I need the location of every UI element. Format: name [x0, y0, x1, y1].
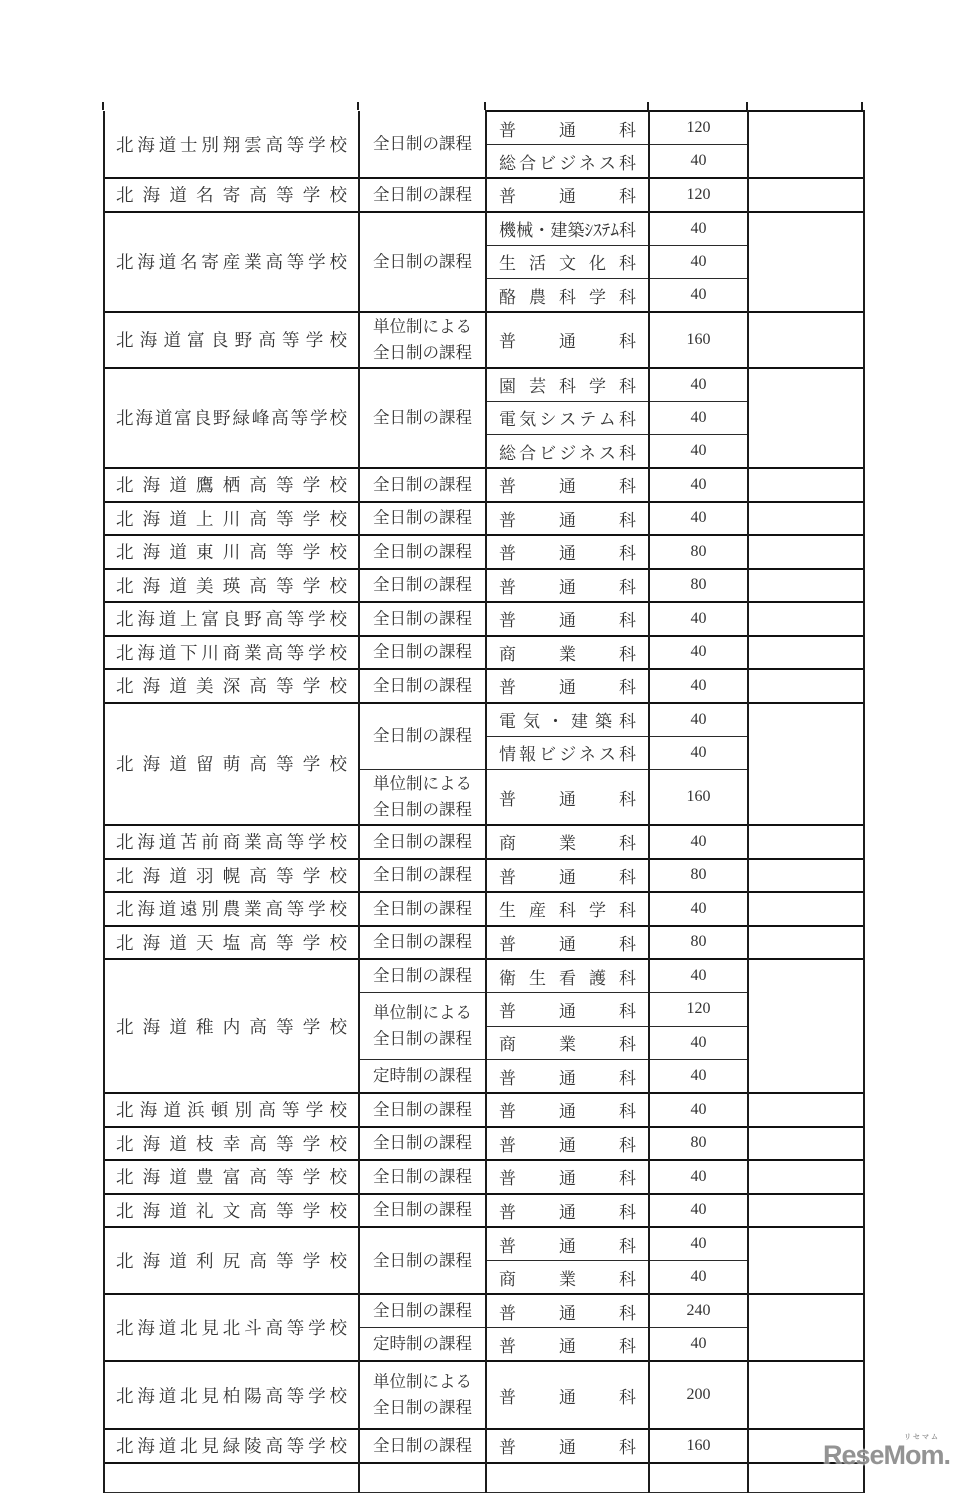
cut-row-border-fragment	[647, 102, 649, 110]
department-cell: 普 通 科	[486, 468, 649, 502]
course-type-cell: 単位制による 全日制の課程	[359, 770, 486, 826]
capacity-cell: 40	[649, 825, 748, 859]
resemom-logo: ReseMom.	[822, 1440, 950, 1470]
course-type-cell: 全日制の課程	[359, 959, 486, 993]
resemom-watermark	[820, 1434, 950, 1469]
school-name-cell: 北 海 道 富 良 野 高 等 学 校	[104, 312, 359, 368]
table-row	[104, 859, 864, 893]
admission-table-body	[104, 111, 864, 1493]
course-type-cell: 全日制の課程	[359, 1429, 486, 1463]
cut-row-border-fragment	[861, 102, 863, 110]
note-cell	[748, 926, 864, 960]
admission-capacity-table	[103, 110, 863, 1493]
department-cell: 普 通 科	[486, 569, 649, 603]
course-type-cell: 全日制の課程	[359, 1093, 486, 1127]
capacity-cell: 40	[649, 368, 748, 402]
table-row	[104, 602, 864, 636]
school-name-cell: 北 海 道 上 川 高 等 学 校	[104, 502, 359, 536]
course-type-cell: 定時制の課程	[359, 1060, 486, 1094]
capacity-cell: 160	[649, 770, 748, 826]
note-cell	[748, 1361, 864, 1429]
note-cell	[748, 212, 864, 313]
course-type-cell: 全日制の課程	[359, 569, 486, 603]
course-type-cell: 全日制の課程	[359, 602, 486, 636]
table-row	[104, 502, 864, 536]
school-name-cell	[104, 1463, 359, 1493]
note-cell	[748, 535, 864, 569]
cut-row-border-fragment	[484, 102, 486, 110]
capacity-cell: 40	[649, 279, 748, 313]
department-cell: 商 業 科	[486, 636, 649, 670]
department-cell: 普 通 科	[486, 1160, 649, 1194]
note-cell	[748, 1294, 864, 1361]
capacity-cell: 40	[649, 1160, 748, 1194]
table-row	[104, 569, 864, 603]
capacity-cell: 40	[649, 669, 748, 703]
department-cell: 園 芸 科 学 科	[486, 368, 649, 402]
capacity-cell: 240	[649, 1294, 748, 1328]
note-cell	[748, 703, 864, 826]
table-row	[104, 825, 864, 859]
department-cell	[486, 1463, 649, 1493]
course-type-cell: 全日制の課程	[359, 1194, 486, 1228]
department-cell: 電 気 ・ 建 築 科	[486, 703, 649, 737]
department-cell: 電気システム科	[486, 401, 649, 435]
note-cell	[748, 602, 864, 636]
capacity-cell: 40	[649, 1026, 748, 1060]
capacity-cell: 40	[649, 1093, 748, 1127]
capacity-cell	[649, 1463, 748, 1493]
school-name-cell: 北海道遠別農業高等学校	[104, 892, 359, 926]
note-cell	[748, 312, 864, 368]
note-cell	[748, 669, 864, 703]
course-type-cell: 全日制の課程	[359, 1227, 486, 1294]
school-name-cell: 北 海 道 名 寄 高 等 学 校	[104, 178, 359, 212]
school-name-cell: 北海道苫前商業高等学校	[104, 825, 359, 859]
school-name-cell: 北 海 道 美 深 高 等 学 校	[104, 669, 359, 703]
note-cell	[748, 1127, 864, 1161]
table-row	[104, 703, 864, 737]
capacity-cell: 80	[649, 535, 748, 569]
course-type-cell: 全日制の課程	[359, 535, 486, 569]
school-name-cell: 北海道下川商業高等学校	[104, 636, 359, 670]
note-cell	[748, 825, 864, 859]
department-cell: 普 通 科	[486, 859, 649, 893]
department-cell: 総合ビジネス科	[486, 435, 649, 469]
table-row	[104, 1127, 864, 1161]
course-type-cell: 全日制の課程	[359, 468, 486, 502]
note-cell	[748, 569, 864, 603]
course-type-cell: 全日制の課程	[359, 859, 486, 893]
watermark-ruby-text: リセマム	[904, 1434, 940, 1441]
capacity-cell: 40	[649, 145, 748, 179]
department-cell: 普 通 科	[486, 1194, 649, 1228]
course-type-cell: 全日制の課程	[359, 111, 486, 178]
capacity-cell: 120	[649, 111, 748, 145]
course-type-cell	[359, 1463, 486, 1493]
capacity-cell: 40	[649, 602, 748, 636]
capacity-cell: 120	[649, 178, 748, 212]
course-type-cell: 全日制の課程	[359, 825, 486, 859]
table-row	[104, 959, 864, 993]
department-cell: 普 通 科	[486, 111, 649, 145]
department-cell: 普 通 科	[486, 178, 649, 212]
course-type-cell: 全日制の課程	[359, 669, 486, 703]
table-row	[104, 636, 864, 670]
capacity-cell: 40	[649, 703, 748, 737]
course-type-cell: 単位制による 全日制の課程	[359, 1361, 486, 1429]
note-cell	[748, 1227, 864, 1294]
note-cell	[748, 636, 864, 670]
school-name-cell: 北海道北見柏陽高等学校	[104, 1361, 359, 1429]
capacity-cell: 40	[649, 435, 748, 469]
note-cell	[748, 502, 864, 536]
course-type-cell: 全日制の課程	[359, 1160, 486, 1194]
department-cell: 商 業 科	[486, 1261, 649, 1295]
capacity-cell: 40	[649, 1194, 748, 1228]
table-row	[104, 1294, 864, 1328]
school-name-cell: 北 海 道 天 塩 高 等 学 校	[104, 926, 359, 960]
department-cell: 普 通 科	[486, 770, 649, 826]
department-cell: 普 通 科	[486, 1294, 649, 1328]
table-row	[104, 212, 864, 246]
capacity-cell: 40	[649, 468, 748, 502]
department-cell: 普 通 科	[486, 312, 649, 368]
capacity-cell: 80	[649, 926, 748, 960]
note-cell	[748, 178, 864, 212]
department-cell: 普 通 科	[486, 669, 649, 703]
capacity-cell: 40	[649, 245, 748, 279]
department-cell: 普 通 科	[486, 1429, 649, 1463]
table-row	[104, 1463, 864, 1493]
school-name-cell: 北 海 道 礼 文 高 等 学 校	[104, 1194, 359, 1228]
cut-row-border-fragment	[102, 102, 104, 110]
department-cell: 商 業 科	[486, 1026, 649, 1060]
table-row	[104, 178, 864, 212]
department-cell: 普 通 科	[486, 535, 649, 569]
course-type-cell: 単位制による 全日制の課程	[359, 993, 486, 1060]
course-type-cell: 単位制による 全日制の課程	[359, 312, 486, 368]
cut-row-border-fragment	[357, 102, 359, 110]
note-cell	[748, 892, 864, 926]
school-name-cell: 北 海 道 浜 頓 別 高 等 学 校	[104, 1093, 359, 1127]
department-cell: 普 通 科	[486, 602, 649, 636]
school-name-cell: 北 海 道 鷹 栖 高 等 学 校	[104, 468, 359, 502]
capacity-cell: 40	[649, 1060, 748, 1094]
capacity-cell: 200	[649, 1361, 748, 1429]
table-row	[104, 111, 864, 145]
capacity-cell: 40	[649, 1328, 748, 1362]
table-row	[104, 468, 864, 502]
school-name-cell: 北 海 道 利 尻 高 等 学 校	[104, 1227, 359, 1294]
capacity-cell: 40	[649, 736, 748, 770]
capacity-cell: 40	[649, 502, 748, 536]
department-cell: 機械・建築ｼｽﾃﾑ科	[486, 212, 649, 246]
table-row	[104, 1227, 864, 1261]
school-name-cell: 北 海 道 美 瑛 高 等 学 校	[104, 569, 359, 603]
capacity-cell: 40	[649, 1261, 748, 1295]
table-row	[104, 1429, 864, 1463]
school-name-cell: 北 海 道 豊 富 高 等 学 校	[104, 1160, 359, 1194]
note-cell	[748, 1093, 864, 1127]
capacity-cell: 40	[649, 1227, 748, 1261]
table-row	[104, 1160, 864, 1194]
table-row	[104, 368, 864, 402]
table-row	[104, 1361, 864, 1429]
department-cell: 普 通 科	[486, 926, 649, 960]
department-cell: 生 産 科 学 科	[486, 892, 649, 926]
note-cell	[748, 859, 864, 893]
school-name-cell: 北海道富良野緑峰高等学校	[104, 368, 359, 469]
school-name-cell: 北海道北見緑陵高等学校	[104, 1429, 359, 1463]
capacity-cell: 40	[649, 401, 748, 435]
department-cell: 情報ビジネス科	[486, 736, 649, 770]
table-row	[104, 892, 864, 926]
capacity-cell: 160	[649, 1429, 748, 1463]
table-row	[104, 669, 864, 703]
department-cell: 普 通 科	[486, 1127, 649, 1161]
table-row	[104, 1093, 864, 1127]
course-type-cell: 全日制の課程	[359, 636, 486, 670]
school-name-cell: 北海道名寄産業高等学校	[104, 212, 359, 313]
capacity-cell: 40	[649, 959, 748, 993]
school-name-cell: 北 海 道 枝 幸 高 等 学 校	[104, 1127, 359, 1161]
table-row	[104, 535, 864, 569]
capacity-cell: 40	[649, 636, 748, 670]
department-cell: 商 業 科	[486, 825, 649, 859]
school-name-cell: 北 海 道 羽 幌 高 等 学 校	[104, 859, 359, 893]
course-type-cell: 全日制の課程	[359, 502, 486, 536]
course-type-cell: 全日制の課程	[359, 926, 486, 960]
note-cell	[748, 111, 864, 178]
course-type-cell: 全日制の課程	[359, 1127, 486, 1161]
department-cell: 普 通 科	[486, 502, 649, 536]
department-cell: 普 通 科	[486, 993, 649, 1027]
course-type-cell: 定時制の課程	[359, 1328, 486, 1362]
note-cell	[748, 468, 864, 502]
table-row	[104, 312, 864, 368]
school-name-cell: 北海道士別翔雲高等学校	[104, 111, 359, 178]
note-cell	[748, 959, 864, 1093]
capacity-cell: 80	[649, 1127, 748, 1161]
school-name-cell: 北 海 道 留 萌 高 等 学 校	[104, 703, 359, 826]
school-capacity-table	[103, 110, 865, 1493]
capacity-cell: 40	[649, 212, 748, 246]
department-cell: 衛 生 看 護 科	[486, 959, 649, 993]
department-cell: 普 通 科	[486, 1328, 649, 1362]
cut-row-border-fragment	[746, 102, 748, 110]
school-name-cell: 北 海 道 稚 内 高 等 学 校	[104, 959, 359, 1093]
table-row	[104, 926, 864, 960]
school-name-cell: 北 海 道 東 川 高 等 学 校	[104, 535, 359, 569]
capacity-cell: 80	[649, 859, 748, 893]
note-cell	[748, 1194, 864, 1228]
school-name-cell: 北海道北見北斗高等学校	[104, 1294, 359, 1361]
note-cell	[748, 1160, 864, 1194]
course-type-cell: 全日制の課程	[359, 892, 486, 926]
course-type-cell: 全日制の課程	[359, 1294, 486, 1328]
table-row	[104, 1194, 864, 1228]
capacity-cell: 80	[649, 569, 748, 603]
department-cell: 普 通 科	[486, 1093, 649, 1127]
course-type-cell: 全日制の課程	[359, 368, 486, 469]
department-cell: 普 通 科	[486, 1361, 649, 1429]
capacity-cell: 160	[649, 312, 748, 368]
capacity-cell: 120	[649, 993, 748, 1027]
capacity-cell: 40	[649, 892, 748, 926]
department-cell: 普 通 科	[486, 1227, 649, 1261]
course-type-cell: 全日制の課程	[359, 703, 486, 770]
school-name-cell: 北海道上富良野高等学校	[104, 602, 359, 636]
course-type-cell: 全日制の課程	[359, 178, 486, 212]
department-cell: 普 通 科	[486, 1060, 649, 1094]
department-cell: 総合ビジネス科	[486, 145, 649, 179]
course-type-cell: 全日制の課程	[359, 212, 486, 313]
note-cell	[748, 368, 864, 469]
department-cell: 酪 農 科 学 科	[486, 279, 649, 313]
department-cell: 生 活 文 化 科	[486, 245, 649, 279]
